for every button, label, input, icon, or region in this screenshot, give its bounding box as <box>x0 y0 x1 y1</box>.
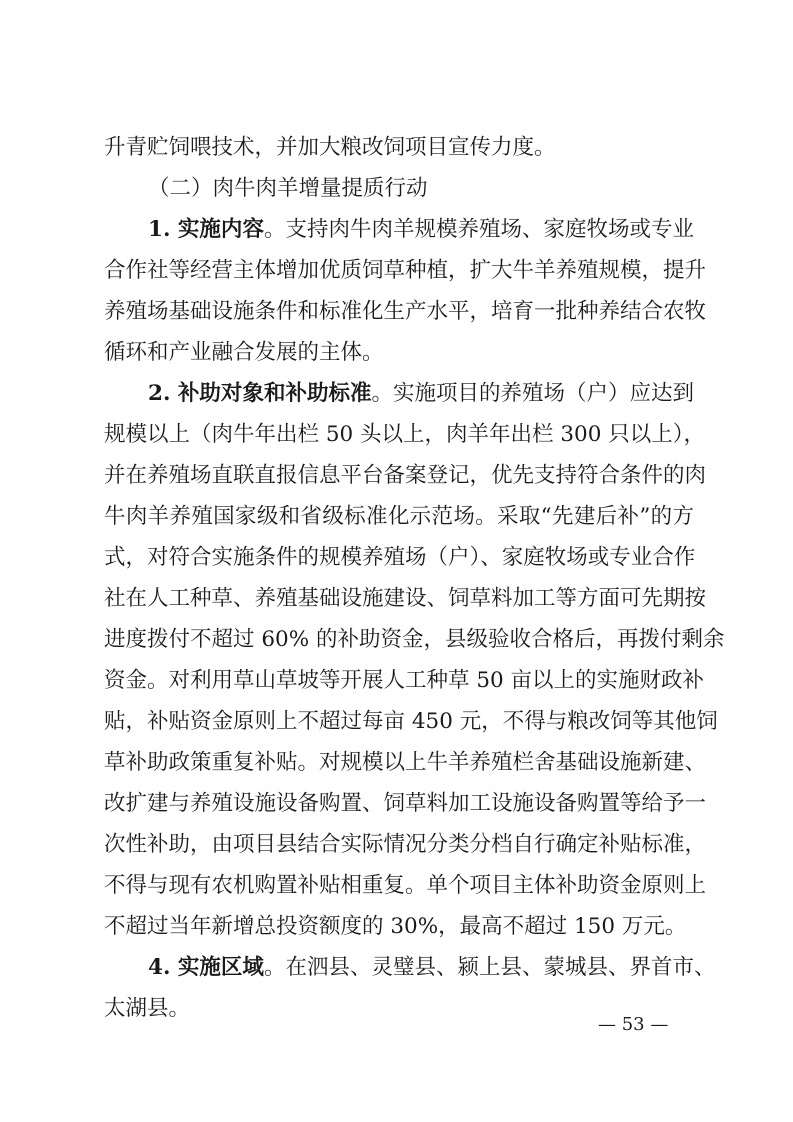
body-text-line: 社在人工种草、养殖基础设施建设、饲草料加工等方面可先期按 <box>104 586 707 611</box>
body-text-line: 不超过当年新增总投资额度的 30%，最高不超过 150 万元。 <box>104 914 687 939</box>
body-text-line: 2. 补助对象和补助标准。实施项目的养殖场（户）应达到 <box>148 381 694 406</box>
body-text-line: 4. 实施区域。在泗县、灵璧县、颍上县、蒙城县、界首市、 <box>148 955 716 980</box>
body-text-line: 进度拨付不超过 60% 的补助资金，县级验收合格后，再拨付剩余 <box>104 627 725 652</box>
body-text-line: 改扩建与养殖设施设备购置、饲草料加工设施设备购置等给予一 <box>104 791 707 816</box>
body-text-line: 资金。对利用草山草坡等开展人工种草 50 亩以上的实施财政补 <box>104 668 705 693</box>
body-text-line: 1. 实施内容。支持肉牛肉羊规模养殖场、家庭牧场或专业 <box>148 217 694 242</box>
body-text-line: 并在养殖场直联直报信息平台备案登记，优先支持符合条件的肉 <box>104 463 707 488</box>
subheading: 1. 实施内容 <box>148 217 264 242</box>
body-text-line: 升青贮饲喂技术，并加大粮改饲项目宣传力度。 <box>104 135 556 160</box>
body-text-line: 规模以上（肉牛年出栏 50 头以上，肉羊年出栏 300 只以上）， <box>104 422 705 447</box>
body-text-line: 次性补助，由项目县结合实际情况分类分档自行确定补贴标准， <box>104 832 707 857</box>
body-text-line: 循环和产业融合发展的主体。 <box>104 340 384 365</box>
body-text-line: 养殖场基础设施条件和标准化生产水平，培育一批种养结合农牧 <box>104 299 707 324</box>
body-text-line: 合作社等经营主体增加优质饲草种植，扩大牛羊养殖规模，提升 <box>104 258 707 283</box>
body-text-line: 牛肉羊养殖国家级和省级标准化示范场。采取“先建后补”的方 <box>104 504 694 529</box>
section-heading: （二）肉牛肉羊增量提质行动 <box>148 176 428 201</box>
body-text-line: 式，对符合实施条件的规模养殖场（户）、家庭牧场或专业合作 <box>104 545 696 570</box>
body-text-line: 草补助政策重复补贴。对规模以上牛羊养殖栏舍基础设施新建、 <box>104 750 707 775</box>
body-text-line: 贴，补贴资金原则上不超过每亩 450 元，不得与粮改饲等其他饲 <box>104 709 718 734</box>
body-text-line: 太湖县。 <box>104 996 191 1021</box>
page-number: — 53 — <box>598 1014 669 1035</box>
subheading: 4. 实施区域 <box>148 955 264 980</box>
subheading: 2. 补助对象和补助标准 <box>148 381 372 406</box>
body-text-line: 不得与现有农机购置补贴相重复。单个项目主体补助资金原则上 <box>104 873 707 898</box>
